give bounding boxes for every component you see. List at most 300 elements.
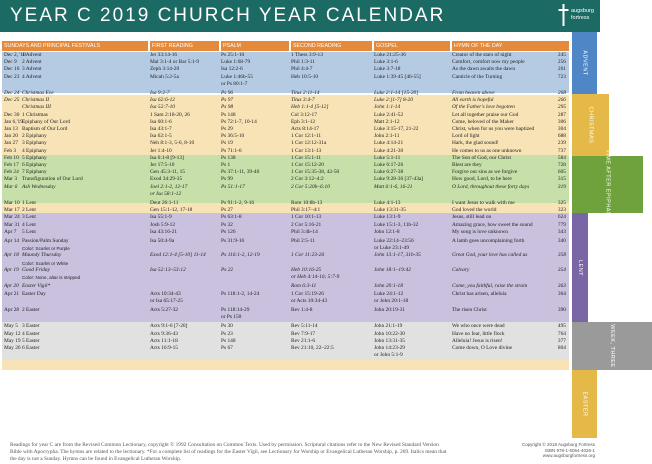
cell-hymn: From heaven above	[452, 90, 495, 97]
cell-second-reading: or Heb 4:14-16; 5:7-9	[291, 274, 340, 281]
cell-date: Apr 21	[4, 290, 20, 297]
cell-date: Feb 17	[4, 162, 19, 169]
cell-day-name	[22, 314, 150, 321]
cell-first-reading	[150, 274, 221, 281]
cell-psalm: Ps 63:1-8	[221, 214, 242, 221]
cell-psalm	[221, 245, 291, 252]
calendar-table	[2, 52, 569, 438]
cell-first-reading: Acts 9:36-43	[150, 330, 178, 337]
cell-gospel: Luke 2:41-52	[374, 111, 404, 118]
cell-hymn	[452, 314, 548, 321]
easter-vigil-band	[2, 360, 569, 370]
cell-psalm	[221, 260, 291, 267]
cell-date	[2, 314, 22, 321]
cell-gospel	[374, 260, 452, 267]
cell-date: May 19	[4, 337, 21, 344]
cell-gospel: John 21:1-19	[374, 323, 403, 330]
cell-first-reading: Isa 43:1-7	[150, 126, 172, 133]
cell-first-reading	[150, 260, 221, 267]
cell-hymn-number	[548, 81, 569, 88]
copyright-notice	[505, 442, 595, 459]
cell-second-reading	[291, 352, 374, 359]
cell-first-reading: Exod 34:29-35	[150, 176, 183, 183]
cell-hymn: Blest are they	[452, 162, 482, 169]
cell-hymn: Come down, O Love divine	[452, 344, 513, 351]
cell-date: Mar 6	[4, 183, 18, 190]
table-row	[2, 66, 569, 73]
cell-gospel: Luke 13:31-35	[374, 207, 406, 214]
cell-hymn: I want Jesus to walk with me	[452, 200, 515, 207]
cell-gospel: Matt 6:1-6, 16-21	[374, 183, 413, 190]
cell-gospel: Luke 6:27-38	[374, 169, 404, 176]
cell-date: Jan 27	[4, 140, 18, 147]
cell-first-reading: Acts 9:1-6 [7-20]	[150, 323, 188, 330]
cell-gospel: John 18:1–19:42	[374, 266, 411, 273]
cell-gospel: Luke 2:1-14 [15-20]	[374, 90, 419, 97]
cell-hymn-number: 737	[557, 147, 566, 154]
cell-gospel: Luke 15:1-3, 11b-32	[374, 221, 419, 228]
cell-hymn: Of the Father's love begotten	[452, 104, 515, 111]
table-row	[2, 112, 569, 119]
cell-psalm: Ps 37:1-11, 39-40	[221, 169, 260, 176]
cell-hymn: Comfort, comfort now my people	[452, 59, 525, 66]
cell-date: Jan 6,'19	[4, 118, 23, 125]
cell-hymn-number: 287	[557, 111, 566, 118]
cell-psalm	[221, 298, 291, 305]
cell-hymn-number: 624	[557, 214, 566, 221]
cell-date: May 5	[4, 323, 18, 330]
cell-date: Mar 3	[4, 176, 18, 183]
cell-hymn-number: 304	[557, 126, 566, 133]
cell-psalm: Ps 51:1-17	[221, 183, 245, 190]
cell-first-reading: 1 Sam 2:18-20, 26	[150, 111, 190, 118]
cell-hymn-number	[548, 260, 569, 267]
cell-second-reading: Rev 21:10, 22–22:5	[291, 344, 334, 351]
cell-psalm: Ps 27	[221, 207, 233, 214]
table-row	[2, 74, 569, 81]
publisher-name-line2: fortress	[571, 15, 590, 21]
cell-date: Apr 19	[4, 266, 19, 273]
cell-day-name	[22, 298, 150, 305]
cell-day-name	[22, 352, 150, 359]
cell-day-name: Transfiguration of Our Lord	[22, 176, 83, 183]
cell-day-name: 4 Lent	[22, 221, 36, 228]
table-row	[2, 126, 569, 133]
cell-day-name: 2 Lent	[22, 207, 36, 214]
cell-gospel	[374, 81, 452, 88]
cell-hymn-number: 268	[557, 90, 566, 97]
cell-liturgical-color-note: Color: Scarlet or White	[22, 260, 69, 266]
table-row	[2, 260, 569, 267]
table-row	[2, 274, 569, 281]
cell-hymn-number: 605	[557, 169, 566, 176]
cell-day-name: Christmas II	[22, 97, 50, 104]
cell-first-reading	[150, 81, 221, 88]
cell-date: Dec 30	[4, 111, 20, 118]
cell-date: Mar 24	[4, 214, 20, 221]
cell-day-name: 6 Epiphany	[22, 162, 47, 169]
cell-gospel: or John 20:1-18	[374, 297, 409, 304]
cell-hymn-number: 319	[557, 183, 566, 190]
cell-second-reading: Rev 5:11-14	[291, 323, 318, 330]
calendar-rows	[2, 52, 569, 359]
cell-psalm: or Ps 150	[221, 314, 242, 321]
cell-day-name: Passion/Palm Sunday	[22, 238, 69, 245]
cell-day-name: 3 Lent	[22, 214, 36, 221]
cell-psalm: Ps 67	[221, 344, 233, 351]
cell-first-reading: Josh 5:9-12	[150, 221, 176, 228]
cell-hymn-number: 584	[557, 154, 566, 161]
cell-liturgical-color-note: Color: Scarlet or Purple	[22, 246, 70, 252]
cell-day-name: 4 Easter	[22, 330, 40, 337]
cell-hymn: Great God, your love has called us	[452, 252, 528, 259]
cell-second-reading: 2 Cor 3:12–4:2	[291, 176, 324, 183]
table-row	[2, 214, 569, 221]
cell-psalm	[221, 274, 291, 281]
cell-psalm: Ps 29	[221, 126, 233, 133]
cell-gospel: John 12:1-8	[374, 228, 400, 235]
cell-hymn: Have no fear, little flock	[452, 330, 505, 337]
cell-date	[2, 104, 22, 111]
cell-second-reading: 1 Cor 15:12-20	[291, 162, 324, 169]
cell-psalm: Ps 19	[221, 140, 233, 147]
table-row	[2, 291, 569, 298]
column-header-gospel: GOSPEL	[374, 41, 450, 51]
cell-second-reading: 1 Cor 13:1-13	[291, 147, 322, 154]
cell-date	[2, 191, 22, 198]
cell-date	[2, 260, 22, 267]
column-header-hymn: HYMN OF THE DAY	[452, 41, 569, 51]
copyright-line: Copyright © 2018 Augsburg Fortress	[521, 442, 595, 447]
table-row	[2, 314, 569, 321]
cell-date: Mar 31	[4, 221, 20, 228]
cell-psalm: Ps 116:1-2, 12-19	[221, 252, 260, 259]
cell-date: Mar 17	[4, 207, 20, 214]
cell-gospel: Matt 2:1-12	[374, 118, 400, 125]
cell-hymn-number: 340	[557, 238, 566, 245]
cell-gospel	[374, 274, 452, 281]
cell-first-reading	[150, 352, 221, 359]
cell-hymn-number: 377	[557, 337, 566, 344]
cell-hymn-number: 390	[557, 306, 566, 313]
cell-hymn-number: 764	[557, 330, 566, 337]
table-row	[2, 155, 569, 162]
cell-hymn-number	[548, 245, 569, 252]
cell-first-reading: Isa 62:6-12	[150, 97, 176, 104]
cell-psalm: Ps 32	[221, 221, 233, 228]
cell-hymn-number: 343	[557, 228, 566, 235]
cell-first-reading: Isa 52:13–53:12	[150, 266, 186, 273]
website-link[interactable]: www.augsburgfortress.org	[542, 453, 595, 459]
cell-first-reading: Gen 15:1-12, 17-18	[150, 207, 193, 214]
cell-day-name: 1 Lent	[22, 200, 36, 207]
cell-gospel: Luke 24:1-12	[374, 290, 404, 297]
cell-second-reading: Heb 10:16-25	[291, 266, 322, 273]
cross-icon	[558, 4, 569, 26]
cell-day-name	[22, 81, 150, 88]
cell-day-name: 7 Epiphany	[22, 169, 47, 176]
cell-day-name: 2 Advent	[22, 59, 42, 66]
table-row	[2, 191, 569, 198]
cell-first-reading: Jer 1:4-10	[150, 147, 172, 154]
cell-hymn-number: 266	[557, 97, 566, 104]
cell-day-name: 1 Christmas	[22, 111, 48, 118]
cell-psalm: Ps 30	[221, 323, 233, 330]
cell-hymn: Come, beloved of the Maker	[452, 118, 514, 125]
cell-day-name: 5 Lent	[22, 228, 36, 235]
cell-psalm	[221, 191, 291, 198]
cell-hymn-number: 306	[557, 118, 566, 125]
cell-first-reading: Deut 26:1-11	[150, 200, 179, 207]
cell-second-reading: Acts 8:14-17	[291, 126, 319, 133]
cell-day-name: 3 Easter	[22, 323, 40, 330]
cell-gospel: Luke 21:25-36	[374, 52, 406, 58]
cell-psalm: Ps 148	[221, 337, 236, 344]
cell-first-reading: Acts 16:9-15	[150, 344, 178, 351]
cell-hymn	[452, 298, 548, 305]
cell-date	[2, 352, 22, 359]
page-header	[0, 0, 600, 32]
publisher-logo	[558, 3, 598, 30]
cell-second-reading: 1 Cor 15:35-38, 42-50	[291, 169, 340, 176]
cell-first-reading: Isa 6:1-8 [9-13]	[150, 154, 184, 161]
cell-hymn	[452, 260, 548, 267]
table-row	[2, 298, 569, 305]
cell-hymn: Canticle of the Turning	[452, 73, 503, 80]
cell-psalm: Ps 97	[221, 97, 234, 104]
cell-day-name: Easter Day	[22, 290, 46, 297]
table-row	[2, 207, 569, 214]
table-row	[2, 238, 569, 245]
cell-second-reading: Titus 2:11-14	[291, 90, 320, 97]
cell-hymn-number	[548, 298, 569, 305]
cell-gospel: John 10:22-30	[374, 330, 405, 337]
cell-date	[2, 274, 22, 281]
cell-gospel: Luke 4:21-30	[374, 147, 404, 154]
cell-first-reading: Zeph 3:14-20	[150, 66, 180, 73]
cell-hymn-number: 295	[557, 104, 566, 111]
cell-second-reading: 1 Cor 12:1-11	[291, 133, 322, 140]
cell-gospel: John 13:31-35	[374, 337, 405, 344]
cell-psalm: Luke 1:46b-55	[221, 73, 253, 80]
cell-hymn-number: 315	[557, 176, 566, 183]
cell-first-reading	[150, 283, 221, 290]
footer-notes: Readings for year C are from the Revised Common Lectionary, copyright © 1992 Consultation on Common Texts. Used by permission. Scriptural citations refer to the New Revised Standard Version Bible with Apocrypha. The hymns are related to the lectionary. *For a complete list of readings for the Easter Vigil, see Lectionary for Worship or Evangelical Lutheran Worship, p. 269. Italics mean that the day is not a Sunday. Hymns can be found in Evangelical Lutheran Worship.	[10, 442, 447, 462]
cell-date: May 12	[4, 330, 21, 337]
cell-day-name: 1 Advent	[22, 52, 42, 58]
cell-first-reading: Gen 45:3-11, 15	[150, 169, 185, 176]
cell-hymn-number: 688	[557, 133, 566, 140]
cell-second-reading: Rev 21:1-6	[291, 337, 316, 344]
cell-second-reading: 1 Cor 15:19-26	[291, 290, 324, 297]
cell-psalm: Ps 118:14-29	[221, 306, 250, 313]
cell-psalm: Ps 96	[221, 90, 234, 97]
cell-date: Feb 24	[4, 169, 19, 176]
cell-date: Dec 23	[4, 73, 20, 80]
cell-day-name: Easter Vigil*	[22, 283, 51, 290]
cell-second-reading: or Acts 10:34-43	[291, 297, 328, 304]
cell-hymn-number: 245	[557, 52, 566, 58]
cell-hymn-number: 325	[557, 200, 566, 207]
cell-hymn-number	[548, 274, 569, 281]
season-label-christmas: CHRISTMAS	[572, 94, 609, 156]
cell-hymn: Forgive our sins as we forgive	[452, 169, 518, 176]
cell-second-reading: Phil 2:5-11	[291, 238, 315, 245]
cell-gospel	[374, 314, 452, 321]
cell-first-reading: Micah 5:2-5a	[150, 73, 179, 80]
cell-second-reading: Rev 7:9-17	[291, 330, 316, 337]
table-row	[2, 245, 569, 252]
cell-day-name: Baptism of Our Lord	[22, 126, 68, 133]
cell-hymn: The risen Christ	[452, 306, 487, 313]
cell-second-reading: 1 Cor 10:1-13	[291, 214, 322, 221]
cell-gospel: Luke 3:1-6	[374, 59, 398, 66]
cell-second-reading: 1 Cor 11:23-26	[291, 252, 325, 259]
cell-hymn-number: 723	[557, 73, 566, 80]
table-row	[2, 338, 569, 345]
cell-gospel: Luke 3:15-17, 21-22	[374, 126, 419, 133]
cell-hymn: The Son of God, our Christ	[452, 154, 511, 161]
cell-second-reading: 1 Thess 3:9-13	[291, 52, 323, 58]
cell-day-name: 2 Epiphany	[22, 133, 47, 140]
cell-hymn	[452, 81, 548, 88]
cell-hymn: All earth is hopeful	[452, 97, 494, 104]
cell-first-reading: Acts 10:34-43	[150, 290, 181, 297]
table-row	[2, 307, 569, 314]
cell-hymn: Christ has arisen, alleluia	[452, 290, 507, 297]
table-row	[2, 176, 569, 183]
cell-first-reading	[150, 314, 221, 321]
cell-gospel: Luke 6:17-26	[374, 162, 404, 169]
season-label-advent: ADVENT	[572, 32, 597, 94]
cell-second-reading	[291, 81, 374, 88]
cell-second-reading: Eph 3:1-12	[291, 118, 316, 125]
cell-gospel: Luke 2:[1-7] 8-20	[374, 97, 413, 104]
cell-date	[2, 245, 22, 252]
cell-hymn-number	[548, 314, 569, 321]
cell-day-name: 3 Advent	[22, 66, 42, 73]
cell-gospel: John 20:19-31	[374, 306, 405, 313]
cell-first-reading: or Isa 65:17-25	[150, 297, 183, 304]
cell-psalm: Ps 138	[221, 154, 236, 161]
cell-first-reading: Acts 5:27-32	[150, 306, 178, 313]
cell-gospel: John 20:1-18	[374, 283, 403, 290]
cell-gospel: or Luke 23:1-49	[374, 245, 410, 252]
cell-liturgical-color-note: Color: None, altar is stripped	[22, 275, 81, 281]
cell-day-name: 3 Epiphany	[22, 140, 47, 147]
cell-hymn: Let all together praise our God	[452, 111, 519, 118]
cell-hymn-number	[548, 191, 569, 198]
cell-first-reading: Isa 55:1-9	[150, 214, 172, 221]
table-row	[2, 229, 569, 236]
cell-first-reading: Isa 9:2-7	[150, 90, 170, 97]
cell-second-reading: Rom 10:8b-13	[291, 200, 323, 207]
cell-date: Dec 25	[4, 97, 20, 104]
cell-psalm: Ps 25:1-10	[221, 52, 245, 58]
cell-psalm	[221, 352, 291, 359]
cell-gospel: John 13:1-17, 31b-35	[374, 252, 421, 259]
cell-day-name: Good Friday	[22, 266, 50, 273]
cell-date: Mar 10	[4, 200, 20, 207]
cell-day-name: Epiphany of Our Lord	[22, 118, 71, 125]
season-label-holy-week: HOLY WEEK, THREE DAYS	[572, 322, 652, 370]
cell-psalm: Ps 1	[221, 162, 231, 169]
cell-hymn-number: 779	[557, 221, 566, 228]
cell-gospel: Luke 22:14–23:56	[374, 238, 414, 245]
cell-date: Dec 2, '18	[4, 52, 26, 58]
cell-hymn-number: 364	[557, 290, 566, 297]
cell-hymn	[452, 245, 548, 252]
column-header-psalm: PSALM	[221, 41, 289, 51]
cell-second-reading: Phil 4:4-7	[291, 66, 313, 73]
cell-gospel: Luke 1:39-45 [46-55]	[374, 73, 421, 80]
cell-day-name: Christmas III	[22, 104, 51, 111]
table-row	[2, 169, 569, 176]
table-row	[2, 200, 569, 207]
cell-first-reading: Isa 50:4-9a	[150, 238, 175, 245]
cell-psalm	[221, 283, 291, 290]
cell-hymn: O Lord, throughout these forty days	[452, 183, 530, 190]
cell-day-name: Ash Wednesday	[22, 183, 56, 190]
cell-first-reading: Isa 60:1-6	[150, 118, 172, 125]
cell-first-reading: or Isa 58:1-12	[150, 190, 182, 197]
cell-date: Jan 13	[4, 126, 18, 133]
cell-hymn: My song is love unknown	[452, 228, 509, 235]
cell-first-reading: Acts 11:1-18	[150, 337, 178, 344]
cell-date: Feb 3	[4, 147, 17, 154]
cell-psalm: or Ps 80:1-7	[221, 80, 248, 87]
cell-first-reading	[150, 245, 221, 252]
cell-hymn-number: 354	[557, 266, 566, 273]
cell-day-name: 4 Advent	[22, 73, 42, 80]
cell-second-reading	[291, 245, 374, 252]
cell-psalm: Luke 1:68-79	[221, 59, 251, 66]
cell-first-reading: Mal 3:1-4 or Bar 5:1-9	[150, 59, 200, 66]
cell-first-reading: Isa 52:7-10	[150, 104, 176, 111]
cell-psalm: Ps 148	[221, 111, 236, 118]
cell-hymn-number: 256	[557, 59, 566, 66]
cell-gospel: Luke 4:1-13	[374, 200, 401, 207]
cell-gospel: John 14:23-29	[374, 344, 405, 351]
cell-date: Dec 24	[4, 90, 20, 97]
table-row	[2, 345, 569, 352]
table-row	[2, 81, 569, 88]
cell-gospel: Luke 4:14-21	[374, 140, 404, 147]
cell-hymn: Christ, when for us you were baptized	[452, 126, 535, 133]
cell-second-reading: Titus 3:4-7	[291, 97, 315, 104]
cell-day-name: 4 Epiphany	[22, 147, 47, 154]
cell-gospel: John 2:1-11	[374, 133, 400, 140]
cell-hymn-number: 323	[557, 207, 566, 214]
cell-hymn	[452, 352, 548, 359]
cell-date	[2, 298, 22, 305]
cell-day-name: 6 Easter	[22, 344, 40, 351]
season-label-epiphany: TIME AFTER EPIPHANY	[572, 156, 643, 213]
table-row	[2, 323, 569, 330]
cell-hymn: How good, Lord, to be here	[452, 176, 512, 183]
table-row	[2, 222, 569, 229]
cell-date: Apr 18	[4, 252, 19, 259]
publisher-name-line1: augsburg	[571, 8, 594, 14]
season-label-easter: EASTER	[572, 370, 597, 438]
table-row	[2, 119, 569, 126]
cell-psalm: Isa 12:2-6	[221, 66, 243, 73]
cell-psalm: Ps 71:1-6	[221, 147, 242, 154]
cell-gospel	[374, 191, 452, 198]
cell-date: Dec 16	[4, 66, 20, 73]
cell-second-reading	[291, 191, 374, 198]
table-row	[2, 352, 569, 359]
